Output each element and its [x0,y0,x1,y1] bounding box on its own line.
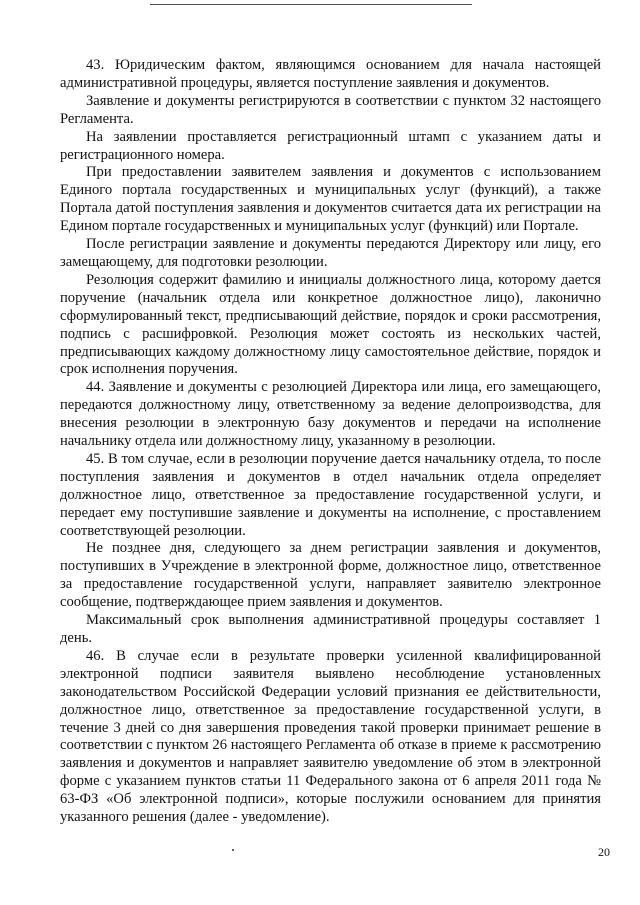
paragraph-director-resolution: После регистрации заявление и документы передаются Директору или лицу, его замещающему, для подготовки резолюции. [60,236,601,270]
paragraph-46: 46. В случае если в результате проверки усиленной квалифицированной электронной подписи заявителя выявлено несоблюдение установленных законодательством Российской Федерации условий признания ее действительности, должностное лицо, ответственное за предоставление государственной услуги, в течение 3 дней со дня завершения проведения такой проверки принимает решение в соответствии с пунктом 26 настоящего Регламента об отказе в приеме к рассмотрению заявления и документов и направляет заявителю уведомление об этом в электронной форме с указанием пунктов статьи 11 Федерального закона от 6 апреля 2011 года № 63-ФЗ «Об электронной подписи», которые послужили основанием для принятия указанного решения (далее - уведомление). [60,647,601,826]
paragraph-portal-date: При предоставлении заявителем заявления и документов с использованием Единого портала государственных и муниципальных услуг (функций), а также Портала датой поступления заявления и документов считается дата их регистрации на Едином портале государственных и муниципальных услуг (функций) или Портале. [60,164,601,235]
paragraph-stamp: На заявлении проставляется регистрационный штамп с указанием даты и регистрационного номера. [60,128,601,163]
paragraph-resolution-content: Резолюция содержит фамилию и инициалы должностного лица, которому дается поручение (начальник отдела или конкретное должностное лицо), лаконично сформулированный текст, предписывающий действие, порядок и сроки рассмотрения, подпись с расшифровкой. Резолюция может состоять из нескольких частей, предписывающих каждому должностному лицу самостоятельное действие, порядок и срок исполнения поручения. [60,271,601,378]
paragraph-43: 43. Юридическим фактом, являющимся основанием для начала настоящей административной процедуры, является поступление заявления и документов. [60,57,601,91]
page-number: 20 [598,845,610,859]
document-body [60,57,601,827]
paragraph-max-term: Максимальный срок выполнения административной процедуры составляет 1 день. [60,612,601,646]
paragraph-electronic-confirmation: Не позднее дня, следующего за днем регистрации заявления и документов, поступивших в Учреждение в электронной форме, должностное лицо, ответственное за предоставление государственной услуги, направляет заявителю электронное сообщение, подтверждающее прием заявления и документов. [60,540,601,611]
paragraph-45: 45. В том случае, если в резолюции поручение дается начальнику отдела, то после поступления заявления и документов в отдел начальник отдела определяет должностное лицо, ответственное за предоставление государственной услуги, и передает ему поступившие заявление и документы на исполнение, с проставлением соответствующей резолюции. [60,450,601,539]
paragraph-registration: Заявление и документы регистрируются в соответствии с пунктом 32 настоящего Регламента. [60,92,601,127]
scan-speck [232,849,234,851]
paragraph-44: 44. Заявление и документы с резолюцией Директора или лица, его замещающего, передаются должностному лицу, ответственному за ведение делопроизводства, для внесения резолюции в электронную базу документов и передачи на исполнение начальнику отдела или должностному лицу, указанному в резолюции. [60,379,601,450]
header-rule [150,4,472,5]
